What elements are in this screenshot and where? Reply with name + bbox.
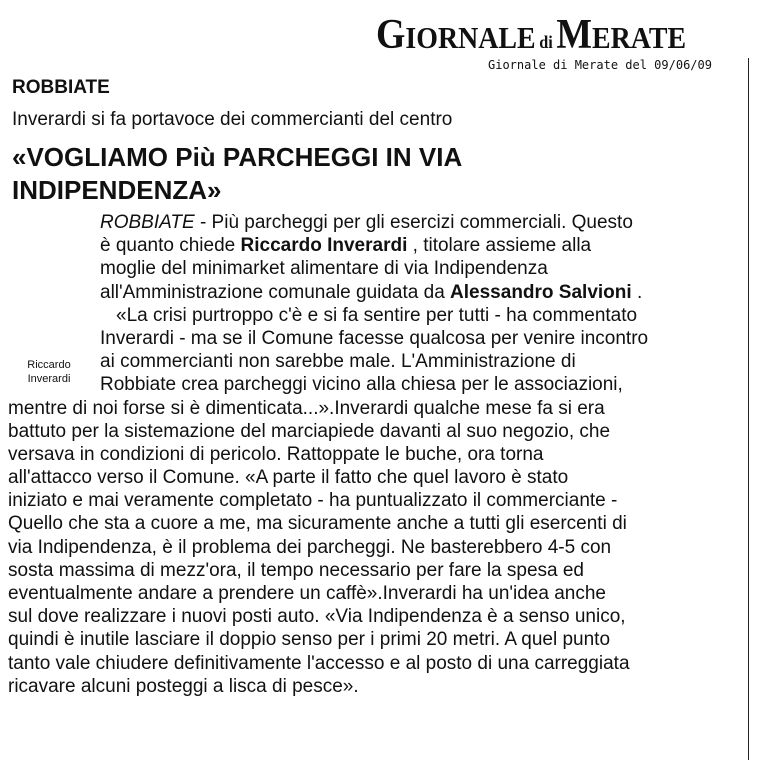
caption-line-last-name: Inverardi (27, 373, 71, 385)
article-line: sul dove realizzare i nuovi posti auto. «Via Indipendenza è a senso unico, (8, 606, 626, 628)
article-line: moglie del minimarket alimentare di via Indipendenza (100, 258, 548, 280)
article-line: versava in condizioni di pericolo. Rattoppate le buche, ora torna (8, 443, 544, 465)
article-line: ai commercianti non sarebbe male. L'Amministrazione di (100, 351, 576, 373)
masthead-word-giornale: IORNALE (405, 20, 536, 55)
page-edge-border (748, 58, 749, 760)
article-line: ricavare alcuni posteggi a lisca di pesce». (8, 675, 359, 697)
article-body (8, 211, 648, 698)
article-line: iniziato e mai veramente completato - ha puntualizzato il commerciante - (8, 490, 618, 512)
person-name-salvioni: Alessandro Salvioni (450, 281, 632, 303)
article-line: all'Amministrazione comunale guidata da Alessandro Salvioni . (100, 281, 643, 303)
article-line: quindi è inutile lasciare il doppio senso per i primi 20 metri. A quel punto (8, 629, 611, 651)
article-line: tanto vale chiudere definitivamente l'accesso e al posto di una carreggiata (8, 652, 630, 674)
article-line: all'attacco verso il Comune. «A parte il fatto che quel lavoro è stato (8, 467, 569, 489)
masthead-word-merate: ERATE (592, 20, 687, 55)
caption-line-first-name: Riccardo (27, 359, 71, 371)
masthead-logo (376, 14, 686, 56)
article-line: «La crisi purtroppo c'è e si fa sentire per tutti - ha commentato (116, 304, 638, 326)
article-line: eventualmente andare a prendere un caffè».Inverardi ha un'idea anche (8, 583, 606, 604)
subheadline: Inverardi si fa portavoce dei commercianti del centro (12, 109, 453, 130)
article-line: Quello che sta a cuore a me, ma sicuramente anche a tutti gli esercenti di (8, 513, 627, 535)
article-line: Robbiate crea parcheggi vicino alla chiesa per le associazioni, (100, 374, 623, 396)
masthead-initial-m: M (556, 12, 593, 58)
masthead-initial-g: G (376, 12, 406, 58)
article-line: via Indipendenza, è il problema dei parcheggi. Ne basterebbero 4-5 con (8, 536, 612, 558)
article-line: mentre di noi forse si è dimenticata...».Inverardi qualche mese fa si era (8, 397, 605, 419)
source-date-line: Giornale di Merate del 09/06/09 (488, 58, 712, 72)
article-line: Inverardi - ma se il Comune facesse qualcosa per venire incontro (100, 327, 649, 349)
headline: «VOGLIAMO Più PARCHEGGI IN VIA INDIPENDENZA» (12, 142, 462, 205)
article-dateline: ROBBIATE (100, 212, 195, 233)
article-line: sosta massima di mezz'ora, il tempo necessario per fare la spesa ed (8, 559, 584, 581)
person-name-inverardi: Riccardo Inverardi (240, 235, 408, 257)
article-line: ROBBIATE - Più parcheggi per gli esercizi commerciali. Questo (100, 212, 633, 233)
article-line: battuto per la sistemazione del marciapiede davanti al suo negozio, che (8, 420, 611, 442)
section-label: ROBBIATE (12, 77, 110, 98)
article-line: è quanto chiede Riccardo Inverardi , titolare assieme alla (100, 235, 592, 257)
masthead-di: di (539, 32, 553, 52)
